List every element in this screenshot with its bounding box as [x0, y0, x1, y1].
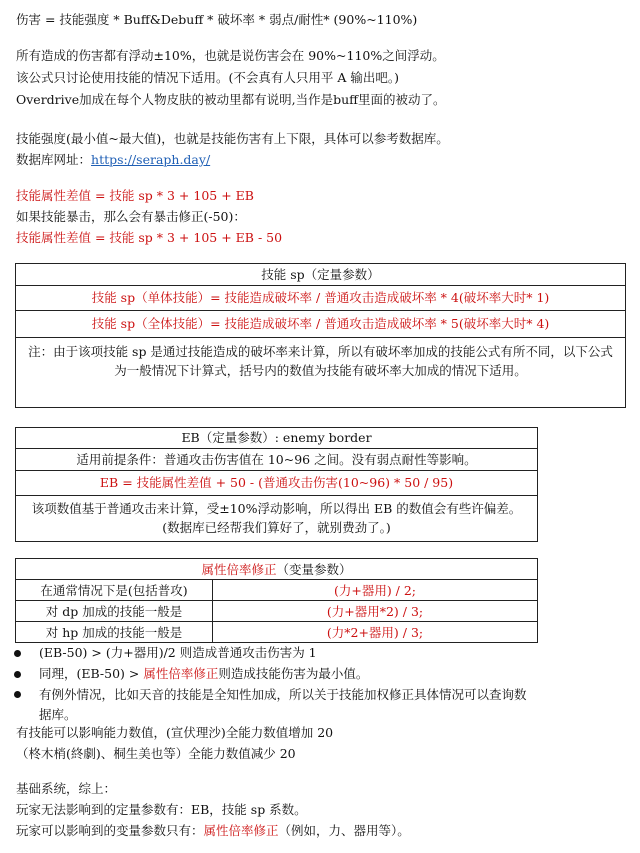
bullet-dot-icon	[14, 650, 21, 657]
database-line	[16, 150, 210, 169]
bullet-dot-icon	[14, 691, 21, 698]
eb-note: 该项数值基于普通攻击来计算，受±10%浮动影响，所以得出 EB 的数值会有些许偏差。(数据库已经帮我们算好了，就别费劲了。)	[31, 501, 522, 535]
intro-line-2: 该公式只讨论使用技能的情况下适用。(不会真有人只用平 A 输出吧。)	[16, 70, 399, 85]
modifier-row-value: (力*2+器用) / 3;	[213, 622, 538, 643]
eb-premise: 适用前提条件：普通攻击伤害值在 10~96 之间。没有弱点耐性等影响。	[16, 449, 537, 471]
summary-title: 基础系统，综上：	[16, 781, 117, 796]
intro-line-3: Overdrive加成在每个人物皮肤的被动里都有说明,当作是buff里面的被动了。	[16, 92, 446, 107]
modifier-row-label: 在通常情况下是(包括普攻)	[16, 580, 213, 601]
summary-line-1: 玩家无法影响到的定量参数有：EB，技能 sp 系数。	[16, 802, 307, 817]
modifier-table-title-suffix: （变量参数）	[276, 561, 352, 577]
intro-line-1: 所有造成的伤害都有浮动±10%，也就是说伤害会在 90%~110%之间浮动。	[16, 48, 445, 63]
bullet-2-pre: 同理，(EB-50) >	[39, 666, 144, 681]
ability-line-2: （柊木梢(終劇)、桐生美也等）全能力数值减少 20	[16, 746, 296, 761]
summary-line-2-pre: 玩家可以影响到的变量参数只有：	[16, 823, 204, 838]
bullet-3-text: 有例外情况，比如天音的技能是全知性加成，所以关于技能加权修正具体情况可以查询数据库。	[39, 687, 527, 722]
eb-box-title: EB（定量参数）: enemy border	[16, 428, 537, 449]
bullet-2-post: 则造成技能伤害为最小值。	[218, 666, 369, 681]
modifier-row-value: (力+器用*2) / 3;	[213, 601, 538, 622]
bullet-1-text: (EB-50) > (力+器用)/2 则造成普通攻击伤害为 1	[39, 645, 317, 660]
summary-line-2-red: 属性倍率修正	[203, 823, 279, 838]
crit-formula: 技能属性差值 = 技能 sp * 3 + 105 + EB - 50	[16, 230, 283, 245]
eb-box	[15, 427, 538, 542]
damage-formula: 伤害 = 技能强度 * Buff&Debuff * 破坏率 * 弱点/耐性* (90%~110%)	[16, 12, 418, 27]
modifier-row-value: (力+器用) / 2;	[213, 580, 538, 601]
table-row	[16, 601, 538, 622]
database-link[interactable]: https://seraph.day/	[91, 152, 211, 167]
bullet-2-red: 属性倍率修正	[143, 666, 219, 681]
sp-box-title: 技能 sp（定量参数）	[16, 264, 625, 286]
sp-single-formula: 技能 sp（单体技能）= 技能造成破坏率 / 普通攻击造成破坏率 * 4(破坏率大时* 1)	[16, 286, 625, 311]
eb-formula: EB = 技能属性差值 + 50 - (普通攻击伤害(10~96) * 50 / 95)	[16, 471, 537, 496]
bullet-2	[14, 664, 368, 683]
summary-line-2-post: （例如，力、器用等）。	[278, 823, 410, 838]
modifier-table-title-cell	[16, 559, 538, 580]
crit-note: 如果技能暴击，那么会有暴击修正(-50)：	[16, 209, 246, 224]
modifier-table	[15, 558, 538, 643]
sp-aoe-formula: 技能 sp（全体技能）= 技能造成破坏率 / 普通攻击造成破坏率 * 5(破坏率大时* 4)	[16, 311, 625, 338]
table-row	[16, 622, 538, 643]
bullet-3	[14, 685, 534, 725]
bullet-dot-icon	[14, 671, 21, 678]
modifier-row-label: 对 dp 加成的技能一般是	[16, 601, 213, 622]
strength-line: 技能强度(最小值~最大值)，也就是技能伤害有上下限，具体可以参考数据库。	[16, 131, 449, 146]
summary-line-2	[16, 821, 410, 840]
sp-box-note: 注：由于该项技能 sp 是通过技能造成的破坏率来计算，所以有破坏率加成的技能公式有所不同，以下公式为一般情况下计算式，括号内的数值为技能有破坏率大加成的情况下适用。	[28, 344, 613, 378]
modifier-row-label: 对 hp 加成的技能一般是	[16, 622, 213, 643]
attr-diff-formula: 技能属性差值 = 技能 sp * 3 + 105 + EB	[16, 188, 254, 203]
ability-line-1: 有技能可以影响能力数值，(宣伏理沙)全能力数值增加 20	[16, 725, 334, 740]
modifier-table-header	[16, 559, 538, 580]
bullet-1	[14, 643, 317, 662]
table-row	[16, 580, 538, 601]
modifier-table-title: 属性倍率修正	[201, 561, 277, 577]
database-label: 数据库网址：	[16, 152, 92, 167]
sp-box	[15, 263, 626, 408]
